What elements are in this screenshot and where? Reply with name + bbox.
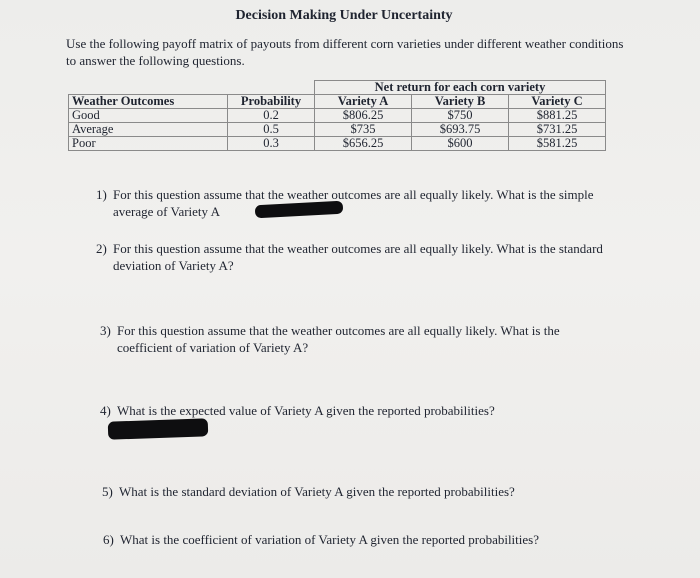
variety-b-cell: $600 (412, 137, 509, 151)
weather-outcome-cell: Poor (69, 137, 228, 151)
intro-text: Use the following payoff matrix of payouts from different corn varieties under different weather conditions to answer the following questions. (66, 36, 624, 68)
column-header-weather: Weather Outcomes (69, 95, 228, 109)
question-3 (100, 322, 607, 356)
table-blank-cell (228, 81, 315, 95)
question-text: For this question assume that the weather outcomes are all equally likely. What is the standard deviation of Variety A? (113, 241, 603, 273)
table-header-row (69, 95, 606, 109)
redaction-mark (108, 418, 209, 439)
column-header-variety-b: Variety B (412, 95, 509, 109)
table-row (69, 123, 606, 137)
page-title: Decision Making Under Uncertainty (235, 8, 453, 23)
question-text: What is the coefficient of variation of Variety A given the reported probabilities? (120, 532, 539, 547)
column-header-variety-c: Variety C (509, 95, 606, 109)
question-number: 6) (103, 532, 114, 547)
column-header-variety-a: Variety A (315, 95, 412, 109)
variety-c-cell: $881.25 (509, 109, 606, 123)
question-5 (102, 483, 609, 500)
variety-a-cell: $806.25 (315, 109, 412, 123)
question-text: What is the expected value of Variety A given the reported probabilities? (117, 403, 495, 418)
table-row (69, 137, 606, 151)
weather-outcome-cell: Average (69, 123, 228, 137)
question-text: For this question assume that the weather outcomes are all equally likely. What is the coefficient of variation of Variety A? (117, 323, 560, 355)
variety-b-cell: $693.75 (412, 123, 509, 137)
question-1 (96, 186, 613, 220)
question-number: 4) (100, 403, 111, 418)
variety-a-cell: $656.25 (315, 137, 412, 151)
probability-cell: 0.5 (228, 123, 315, 137)
question-number: 3) (100, 323, 111, 338)
weather-outcome-cell: Good (69, 109, 228, 123)
net-return-header: Net return for each corn variety (315, 81, 606, 95)
variety-c-cell: $731.25 (509, 123, 606, 137)
question-6 (103, 531, 610, 548)
column-header-probability: Probability (228, 95, 315, 109)
variety-c-cell: $581.25 (509, 137, 606, 151)
question-number: 1) (96, 187, 107, 202)
question-2 (96, 240, 613, 274)
question-text: What is the standard deviation of Variety A given the reported probabilities? (119, 484, 515, 499)
question-number: 2) (96, 241, 107, 256)
question-number: 5) (102, 484, 113, 499)
table-group-header-row (69, 81, 606, 95)
variety-b-cell: $750 (412, 109, 509, 123)
probability-cell: 0.3 (228, 137, 315, 151)
table-row (69, 109, 606, 123)
variety-a-cell: $735 (315, 123, 412, 137)
question-4 (100, 402, 607, 419)
probability-cell: 0.2 (228, 109, 315, 123)
question-text: For this question assume that the weather outcomes are all equally likely. What is the simple average of Variety A (113, 187, 594, 219)
payoff-matrix-table (68, 80, 606, 151)
table-blank-cell (69, 81, 228, 95)
